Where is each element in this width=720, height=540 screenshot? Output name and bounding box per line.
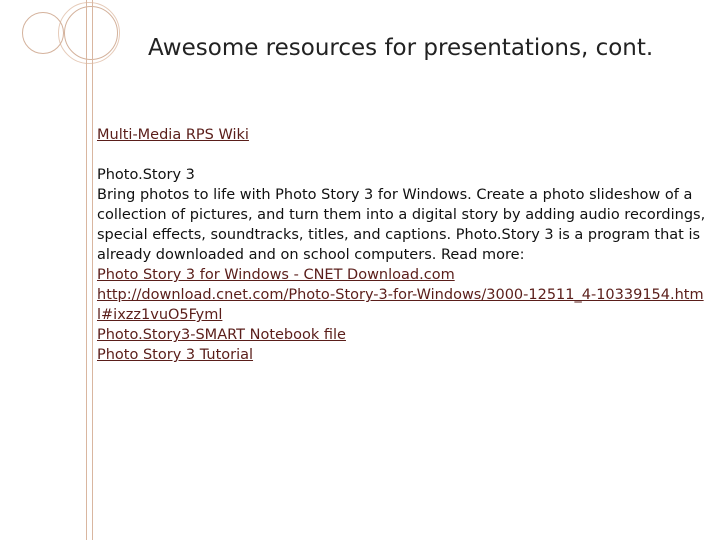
spacer: [97, 145, 707, 165]
slide-title: Awesome resources for presentations, cont.: [148, 35, 654, 61]
smart-notebook-link[interactable]: Photo.Story3-SMART Notebook file: [97, 327, 346, 343]
slide-content: [97, 125, 707, 365]
photostory-description: Bring photos to life with Photo Story 3 for Windows. Create a photo slideshow of a collection of pictures, and turn them into a digital story by adding audio recordings, special effects, soundtracks, titles, and captions. Photo.Story 3 is a program that is already downloaded and on school computers. Read more:: [97, 187, 706, 263]
margin-line-inner: [92, 0, 93, 540]
tutorial-link[interactable]: Photo Story 3 Tutorial: [97, 347, 254, 363]
decorative-ring-small: [22, 12, 64, 54]
margin-line-outer: [86, 0, 87, 540]
wiki-link[interactable]: Multi-Media RPS Wiki: [97, 127, 249, 143]
cnet-url-link[interactable]: http://download.cnet.com/Photo-Story-3-for-Windows/3000-12511_4-10339154.html#ixzz1vuO5Fyml: [97, 287, 704, 323]
cnet-download-link[interactable]: Photo Story 3 for Windows - CNET Download.com: [97, 267, 455, 283]
decorative-ring: [64, 6, 118, 60]
photostory-heading: Photo.Story 3: [97, 167, 195, 183]
